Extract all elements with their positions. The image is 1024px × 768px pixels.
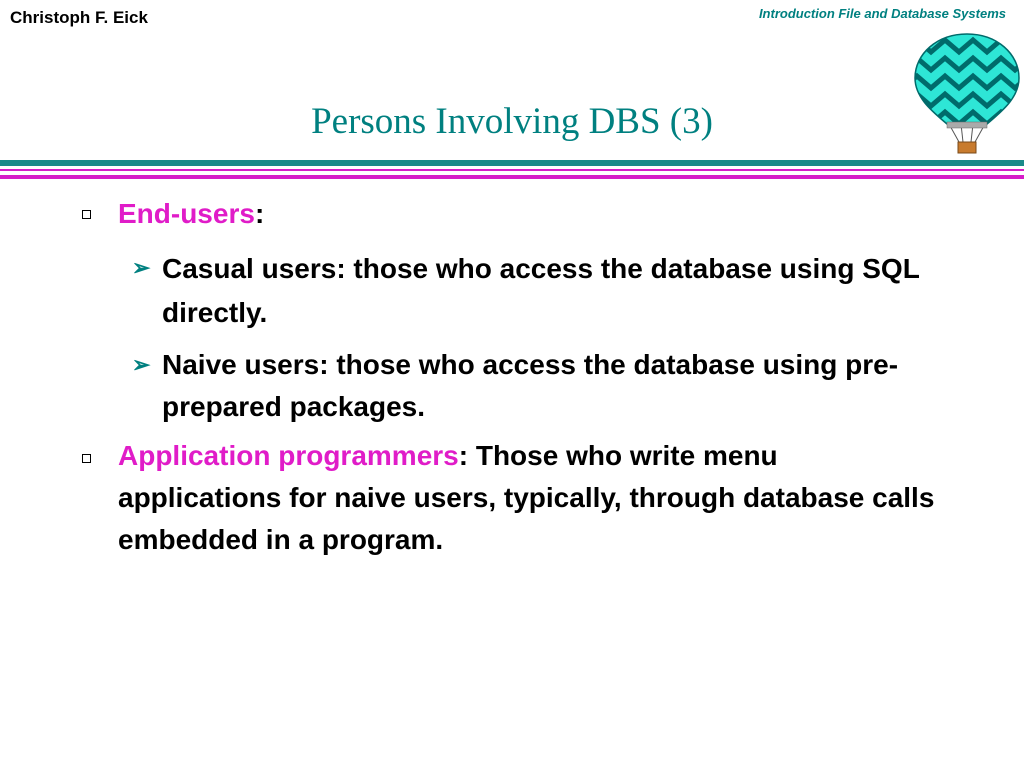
term-suffix: : <box>254 198 265 229</box>
arrow-bullet-icon: ➢ <box>132 255 151 280</box>
course-title: Introduction File and Database Systems <box>758 6 1006 21</box>
arrow-bullet-icon: ➢ <box>132 352 151 377</box>
term-end-users: End-users <box>118 198 255 229</box>
square-bullet-icon <box>82 454 91 463</box>
sub-item-casual-users: Casual users: those who access the database using SQL directly. <box>162 253 920 328</box>
slide-title: Persons Involving DBS (3) <box>311 101 713 142</box>
title-rule-teal <box>0 160 1024 166</box>
sub-item-naive-users: Naive users: those who access the database using pre-prepared packages. <box>162 349 899 422</box>
author-name: Christoph F. Eick <box>10 8 148 27</box>
bullet-application-programmers-text: : Those who write menu applications for naive users, typically, through database calls embedded in a program. <box>118 440 935 555</box>
title-rule-magenta-thick <box>0 175 1024 179</box>
title-rule-magenta-thin <box>0 169 1024 171</box>
square-bullet-icon <box>82 210 91 219</box>
bullet-application-programmers <box>118 435 938 561</box>
bullet-end-users <box>118 193 264 235</box>
term-application-programmers: Application programmers <box>118 440 459 471</box>
